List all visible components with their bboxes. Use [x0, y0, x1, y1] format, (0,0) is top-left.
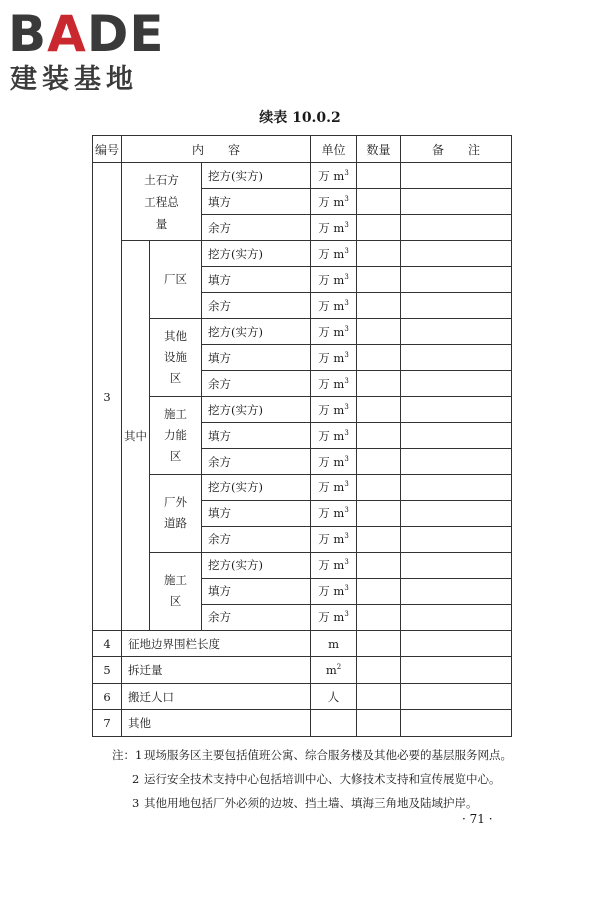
unit-cell: 万 $m^3$	[311, 267, 357, 293]
qizhong-cell: 其中	[122, 241, 150, 631]
note-item: 2 运行安全技术支持中心包括培训中心、大修技术支持和宣传展览中心。	[132, 772, 501, 786]
remark-cell	[401, 293, 512, 319]
qty-cell	[357, 578, 401, 604]
notes	[112, 743, 512, 815]
remark-cell	[401, 345, 512, 371]
unit-cell: 万 $m^3$	[311, 241, 357, 267]
remark-cell	[401, 657, 512, 683]
qty-cell	[357, 526, 401, 552]
sub-item-cell: 填方	[202, 189, 311, 215]
qty-cell	[357, 604, 401, 630]
table-row	[93, 319, 512, 345]
remark-cell	[401, 630, 512, 656]
remark-cell	[401, 500, 512, 526]
qty-cell	[357, 215, 401, 241]
qty-cell	[357, 683, 401, 709]
unit-cell: 万 $m^3$	[311, 449, 357, 475]
header-content: 内 容	[122, 136, 311, 163]
table-row	[93, 552, 512, 578]
unit-cell: 万 $m^3$	[311, 500, 357, 526]
earthwork-total-cell: 土石方工程总量	[122, 163, 202, 241]
note-item: 注：1 现场服务区主要包括值班公寓、综合服务楼及其他必要的基层服务网点。	[112, 748, 512, 762]
remark-cell	[401, 552, 512, 578]
group-cell: 施工力能区	[150, 397, 202, 475]
qty-cell	[357, 710, 401, 737]
remark-cell	[401, 475, 512, 501]
unit-cell	[311, 710, 357, 737]
sub-item-cell: 填方	[202, 267, 311, 293]
unit-cell: 万 $m^3$	[311, 163, 357, 189]
remark-cell	[401, 604, 512, 630]
qty-cell	[357, 475, 401, 501]
unit-cell: 万 $m^3$	[311, 215, 357, 241]
table-row	[93, 397, 512, 423]
unit-cell: 万 $m^3$	[311, 475, 357, 501]
sub-item-cell: 余方	[202, 449, 311, 475]
table-row	[93, 657, 512, 683]
remark-cell	[401, 578, 512, 604]
table-row	[93, 630, 512, 656]
remark-cell	[401, 423, 512, 449]
row-label-cell: 拆迁量	[122, 657, 311, 683]
sub-item-cell: 填方	[202, 578, 311, 604]
qty-cell	[357, 397, 401, 423]
qty-cell	[357, 449, 401, 475]
table-row	[93, 710, 512, 737]
remark-cell	[401, 683, 512, 709]
qty-cell	[357, 163, 401, 189]
unit-cell: 万 $m^3$	[311, 371, 357, 397]
sub-item-cell: 余方	[202, 526, 311, 552]
table-title: 续表 10.0.2	[259, 110, 341, 126]
unit-cell: m	[311, 630, 357, 656]
row-number-cell: 4	[93, 630, 122, 656]
remark-cell	[401, 710, 512, 737]
qty-cell	[357, 423, 401, 449]
sub-item-cell: 填方	[202, 500, 311, 526]
unit-cell: 万 $m^3$	[311, 293, 357, 319]
remark-cell	[401, 267, 512, 293]
sub-item-cell: 挖方(实方)	[202, 397, 311, 423]
remark-cell	[401, 319, 512, 345]
sub-item-cell: 填方	[202, 423, 311, 449]
data-table	[92, 135, 512, 737]
unit-cell: 人	[311, 683, 357, 709]
qty-cell	[357, 500, 401, 526]
qty-cell	[357, 189, 401, 215]
remark-cell	[401, 189, 512, 215]
remark-cell	[401, 397, 512, 423]
qty-cell	[357, 657, 401, 683]
unit-cell: 万 $m^3$	[311, 578, 357, 604]
unit-cell: $m^2$	[311, 657, 357, 683]
note-item: 3 其他用地包括厂外必须的边坡、挡土墙、填海三角地及陆域护岸。	[132, 796, 478, 810]
unit-cell: 万 $m^3$	[311, 552, 357, 578]
remark-cell	[401, 449, 512, 475]
remark-cell	[401, 163, 512, 189]
sub-item-cell: 挖方(实方)	[202, 163, 311, 189]
sub-item-cell: 挖方(实方)	[202, 475, 311, 501]
sub-item-cell: 挖方(实方)	[202, 241, 311, 267]
row-number-cell: 6	[93, 683, 122, 709]
unit-cell: 万 $m^3$	[311, 526, 357, 552]
qty-cell	[357, 371, 401, 397]
row-number-cell: 3	[93, 163, 122, 631]
page-number: · 71 ·	[462, 812, 493, 826]
unit-cell: 万 $m^3$	[311, 423, 357, 449]
group-cell: 厂外道路	[150, 475, 202, 553]
header-qty: 数量	[357, 136, 401, 163]
unit-cell: 万 $m^3$	[311, 397, 357, 423]
logo-wordmark: BADE	[8, 5, 165, 63]
header-remark: 备 注	[401, 136, 512, 163]
table-row	[93, 241, 512, 267]
group-cell: 施工区	[150, 552, 202, 630]
remark-cell	[401, 371, 512, 397]
row-label-cell: 搬迁人口	[122, 683, 311, 709]
header-unit: 单位	[311, 136, 357, 163]
header-no: 编号	[93, 136, 122, 163]
table-row	[93, 475, 512, 501]
sub-item-cell: 挖方(实方)	[202, 552, 311, 578]
row-label-cell: 征地边界围栏长度	[122, 630, 311, 656]
group-cell: 厂区	[150, 241, 202, 319]
sub-item-cell: 余方	[202, 293, 311, 319]
sub-item-cell: 余方	[202, 604, 311, 630]
remark-cell	[401, 526, 512, 552]
sub-item-cell: 填方	[202, 345, 311, 371]
logo-subtitle: 建装基地	[10, 64, 138, 95]
qty-cell	[357, 630, 401, 656]
remark-cell	[401, 215, 512, 241]
qty-cell	[357, 552, 401, 578]
qty-cell	[357, 293, 401, 319]
row-label-cell: 其他	[122, 710, 311, 737]
row-number-cell: 5	[93, 657, 122, 683]
sub-item-cell: 余方	[202, 371, 311, 397]
sub-item-cell: 挖方(实方)	[202, 319, 311, 345]
unit-cell: 万 $m^3$	[311, 604, 357, 630]
group-cell: 其他设施区	[150, 319, 202, 397]
sub-item-cell: 余方	[202, 215, 311, 241]
header-row	[93, 136, 512, 163]
table-row	[93, 163, 512, 189]
qty-cell	[357, 345, 401, 371]
unit-cell: 万 $m^3$	[311, 345, 357, 371]
unit-cell: 万 $m^3$	[311, 319, 357, 345]
table-row	[93, 683, 512, 709]
qty-cell	[357, 267, 401, 293]
remark-cell	[401, 241, 512, 267]
logo	[8, 6, 178, 96]
qty-cell	[357, 241, 401, 267]
row-number-cell: 7	[93, 710, 122, 737]
qty-cell	[357, 319, 401, 345]
unit-cell: 万 $m^3$	[311, 189, 357, 215]
